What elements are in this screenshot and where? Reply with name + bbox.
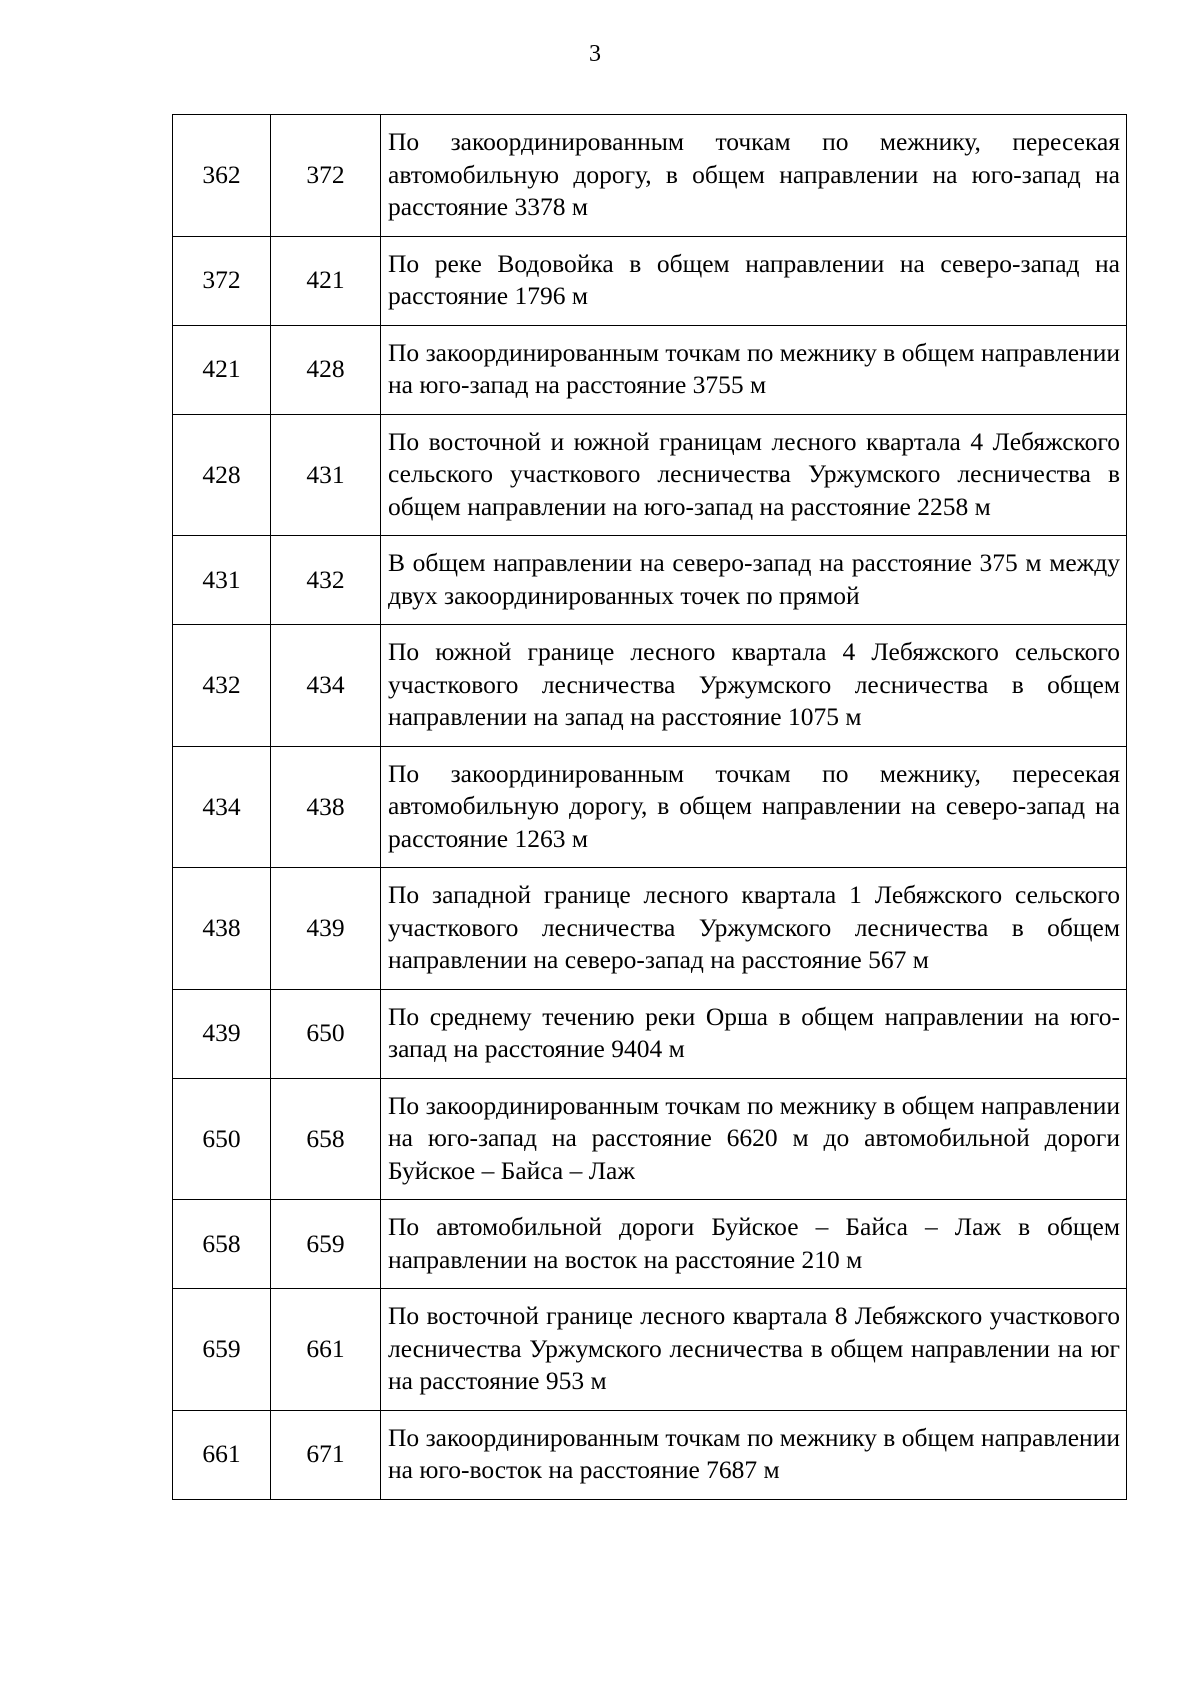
description-cell: В общем направлении на северо-запад на расстояние 375 м между двух закоординированных точек по прямой bbox=[381, 536, 1127, 625]
page-number: 3 bbox=[589, 41, 601, 67]
end-point-cell: 428 bbox=[271, 325, 381, 414]
description-cell: По закоординированным точкам по межнику в общем направлении на юго-запад на расстояние 3755 м bbox=[381, 325, 1127, 414]
end-point-cell: 661 bbox=[271, 1289, 381, 1411]
start-point-cell: 372 bbox=[173, 236, 271, 325]
end-point-cell: 658 bbox=[271, 1078, 381, 1200]
table-row bbox=[173, 536, 1127, 625]
table-row bbox=[173, 325, 1127, 414]
description-cell: По западной границе лесного квартала 1 Лебяжского сельского участкового лесничества Уржумского лесничества в общем направлении на северо-запад на расстояние 567 м bbox=[381, 868, 1127, 990]
table-row bbox=[173, 1200, 1127, 1289]
start-point-cell: 650 bbox=[173, 1078, 271, 1200]
description-cell: По восточной и южной границам лесного квартала 4 Лебяжского сельского участкового лесничества Уржумского лесничества в общем направлении на юго-запад на расстояние 2258 м bbox=[381, 414, 1127, 536]
table-row bbox=[173, 746, 1127, 868]
table-row bbox=[173, 1078, 1127, 1200]
start-point-cell: 659 bbox=[173, 1289, 271, 1411]
description-cell: По восточной границе лесного квартала 8 Лебяжского участкового лесничества Уржумского лесничества в общем направлении на юг на расстояние 953 м bbox=[381, 1289, 1127, 1411]
end-point-cell: 650 bbox=[271, 989, 381, 1078]
description-cell: По закоординированным точкам по межнику в общем направлении на юго-запад на расстояние 6620 м до автомобильной дороги Буйское – Байса – Лаж bbox=[381, 1078, 1127, 1200]
end-point-cell: 372 bbox=[271, 115, 381, 237]
table-row bbox=[173, 115, 1127, 237]
start-point-cell: 362 bbox=[173, 115, 271, 237]
end-point-cell: 432 bbox=[271, 536, 381, 625]
start-point-cell: 421 bbox=[173, 325, 271, 414]
table-row bbox=[173, 868, 1127, 990]
description-cell: По закоординированным точкам по межнику, пересекая автомобильную дорогу, в общем направлении на северо-запад на расстояние 1263 м bbox=[381, 746, 1127, 868]
description-cell: По закоординированным точкам по межнику в общем направлении на юго-восток на расстояние 7687 м bbox=[381, 1410, 1127, 1499]
end-point-cell: 439 bbox=[271, 868, 381, 990]
start-point-cell: 434 bbox=[173, 746, 271, 868]
start-point-cell: 661 bbox=[173, 1410, 271, 1499]
start-point-cell: 438 bbox=[173, 868, 271, 990]
end-point-cell: 659 bbox=[271, 1200, 381, 1289]
description-cell: По южной границе лесного квартала 4 Лебяжского сельского участкового лесничества Уржумского лесничества в общем направлении на запад на расстояние 1075 м bbox=[381, 625, 1127, 747]
table-row bbox=[173, 236, 1127, 325]
table-row bbox=[173, 989, 1127, 1078]
start-point-cell: 428 bbox=[173, 414, 271, 536]
description-cell: По среднему течению реки Орша в общем направлении на юго-запад на расстояние 9404 м bbox=[381, 989, 1127, 1078]
end-point-cell: 421 bbox=[271, 236, 381, 325]
boundary-description-table bbox=[172, 114, 1127, 1500]
description-cell: По автомобильной дороги Буйское – Байса – Лаж в общем направлении на восток на расстояние 210 м bbox=[381, 1200, 1127, 1289]
start-point-cell: 431 bbox=[173, 536, 271, 625]
description-cell: По закоординированным точкам по межнику, пересекая автомобильную дорогу, в общем направлении на юго-запад на расстояние 3378 м bbox=[381, 115, 1127, 237]
end-point-cell: 431 bbox=[271, 414, 381, 536]
table-row bbox=[173, 1289, 1127, 1411]
table-row bbox=[173, 1410, 1127, 1499]
table-row bbox=[173, 625, 1127, 747]
end-point-cell: 434 bbox=[271, 625, 381, 747]
end-point-cell: 438 bbox=[271, 746, 381, 868]
start-point-cell: 658 bbox=[173, 1200, 271, 1289]
start-point-cell: 439 bbox=[173, 989, 271, 1078]
description-cell: По реке Водовойка в общем направлении на северо-запад на расстояние 1796 м bbox=[381, 236, 1127, 325]
table-row bbox=[173, 414, 1127, 536]
start-point-cell: 432 bbox=[173, 625, 271, 747]
end-point-cell: 671 bbox=[271, 1410, 381, 1499]
